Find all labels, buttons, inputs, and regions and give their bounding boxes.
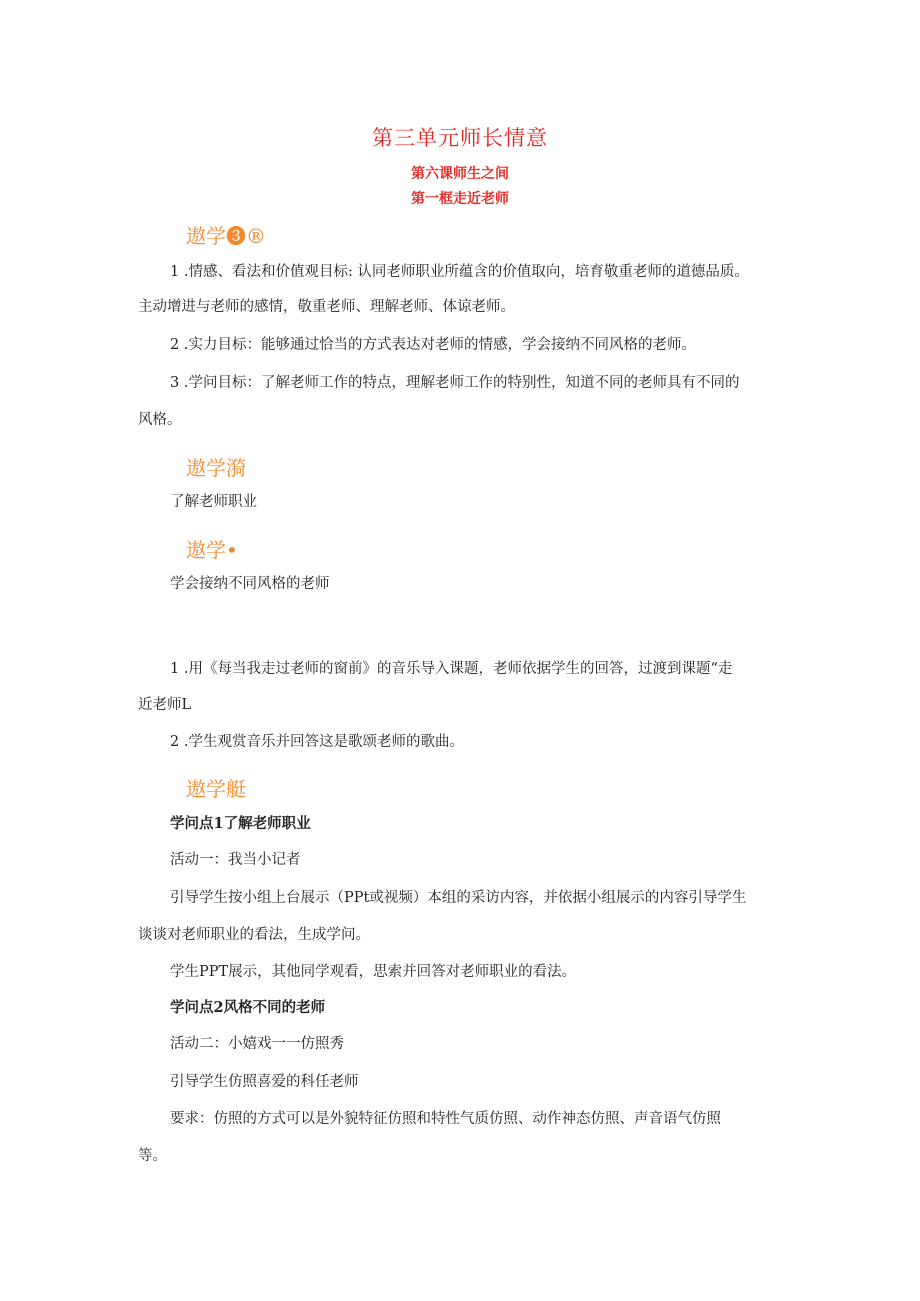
- intro-item-2: 2 .学生观赏音乐并回答这是歌颂老师的歌曲。: [170, 734, 464, 750]
- activity-1-student: 学生PPT展示，其他同学观看，思索并回答对老师职业的看法。: [170, 964, 577, 980]
- process-heading: 遨学艇: [186, 777, 246, 801]
- difficulty-heading: 遨学•: [186, 538, 238, 562]
- difficulty-text: 学会接纳不同风格的老师: [170, 576, 330, 592]
- requirement-line-1: 要求：仿照的方式可以是外貌特征仿照和特性气质仿照、动作神态仿照、声音语气仿照: [170, 1111, 721, 1127]
- lesson-title: 第六课师生之间: [411, 166, 509, 182]
- goal-item-3-line-1: 3 .学问目标：了解老师工作的特点，理解老师工作的特别性，知道不同的老师具有不同的: [170, 375, 740, 391]
- activity-1-desc-line-1: 引导学生按小组上台展示（PPt或视频）本组的采访内容，并依据小组展示的内容引导学生: [170, 890, 747, 906]
- activity-1-desc-line-2: 谈谈对老师职业的看法，生成学问。: [138, 927, 370, 943]
- activity-2-desc: 引导学生仿照喜爱的科任老师: [170, 1074, 359, 1090]
- goal-item-1-line-2: 主动增进与老师的感情，敬重老师、理解老师、体谅老师。: [138, 299, 515, 315]
- point-1-title: 学问点1了解老师职业: [170, 815, 311, 832]
- intro-item-1-line-2: 近老师L: [138, 697, 192, 713]
- point-2-title: 学问点2风格不同的老师: [170, 999, 326, 1016]
- requirement-line-2: 等。: [138, 1148, 167, 1164]
- goal-item-2: 2 .实力目标：能够通过恰当的方式表达对老师的情感，学会接纳不同风格的老师。: [170, 337, 696, 353]
- goal-item-1-line-1: 1 .情感、看法和价值观目标: 认同老师职业所蕴含的价值取向，培育敬重老师的道德品质。: [170, 264, 749, 280]
- frame-title: 第一框走近老师: [411, 191, 509, 207]
- activity-1-title: 活动一：我当小记者: [170, 852, 301, 868]
- key-heading: 遨学漪: [186, 456, 246, 480]
- goal-item-3-line-2: 风格。: [138, 412, 182, 428]
- goals-heading: 遨学❸®: [186, 224, 266, 248]
- unit-title: 第三单元师长情意: [372, 126, 548, 150]
- key-text: 了解老师职业: [170, 494, 257, 510]
- activity-2-title: 活动二：小嬉戏一一仿照秀: [170, 1036, 344, 1052]
- intro-item-1-line-1: 1 .用《每当我走过老师的窗前》的音乐导入课题，老师依据学生的回答，过渡到课题“走: [170, 661, 733, 677]
